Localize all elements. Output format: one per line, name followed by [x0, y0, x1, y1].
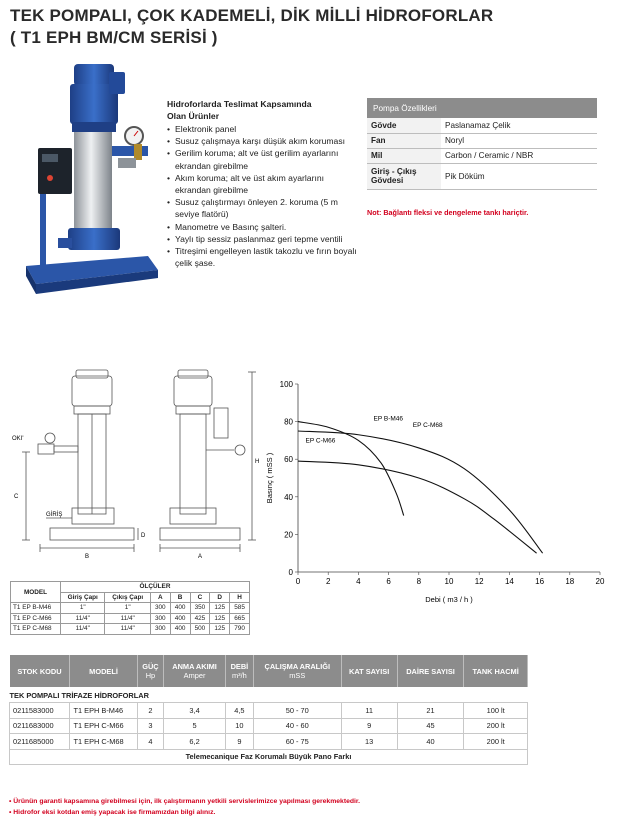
footnotes — [9, 796, 360, 818]
dimension-subheader: A — [150, 592, 170, 603]
table-cell: 400 — [170, 613, 190, 624]
table-cell: 3,4 — [164, 703, 226, 719]
chart-series-line — [298, 422, 404, 516]
chart-x-tick-label: 6 — [386, 577, 391, 586]
table-cell: T1 EP C-M68 — [11, 624, 61, 635]
table-row — [10, 734, 528, 750]
chart-x-tick-label: 0 — [295, 577, 301, 586]
chart-y-tick-label: 40 — [284, 492, 293, 502]
title-line-2: ( T1 EPH BM/CM SERİSİ ) — [10, 28, 218, 47]
dimensions-model-header: MODEL — [11, 582, 61, 603]
delivery-heading — [167, 98, 359, 122]
chart-y-tick-label: 80 — [284, 417, 293, 427]
product-table — [9, 655, 528, 765]
table-cell: 300 — [150, 624, 170, 635]
chart-axes — [280, 380, 605, 586]
dimension-subheader: B — [170, 592, 190, 603]
delivery-heading-line-1: Hidroforlarda Teslimat Kapsamında — [167, 99, 312, 109]
table-cell: 125 — [210, 624, 230, 635]
table-row — [367, 148, 597, 163]
footnote: • Ürünün garanti kapsamına girebilmesi için, ilk çalıştırmanın yetkili servislerimizce yapılması gerekmektedir. — [9, 798, 361, 805]
column-header-label: DAİRE SAYISI — [406, 666, 455, 676]
column-header-label: KAT SAYISI — [349, 666, 390, 676]
table-footer-row — [10, 749, 528, 765]
chart-y-tick-label: 60 — [284, 455, 293, 465]
table-cell: T1 EPH B-M46 — [70, 703, 137, 719]
property-value: Noryl — [441, 133, 597, 148]
drawing-label-a: A — [198, 554, 203, 560]
table-cell: 9 — [341, 718, 397, 734]
list-item: • Susuz çalıştırmayı önleyen 2. koruma (5 m seviye flatörü) — [167, 196, 359, 220]
drawing-label-h: H — [255, 459, 260, 465]
chart-series-label: EP B-M46 — [373, 415, 404, 423]
list-item: • Akım koruma; alt ve üst akım ayarlarını ekrandan girebilme — [167, 172, 359, 196]
column-header-unit: m³/h — [232, 671, 247, 680]
column-header-label: MODELİ — [89, 666, 118, 676]
property-key: Fan — [367, 133, 441, 148]
chart-x-tick-label: 20 — [595, 577, 605, 586]
column-header — [397, 655, 464, 687]
table-cell: 9 — [225, 734, 253, 750]
table-cell: T1 EP B-M46 — [11, 603, 61, 614]
table-cell: T1 EPH C-M66 — [70, 718, 137, 734]
dimension-subheader: D — [210, 592, 230, 603]
table-cell: 6,2 — [164, 734, 226, 750]
column-header-label: ÇALIŞMA ARALIĞI — [264, 662, 331, 671]
table-cell: 45 — [397, 718, 464, 734]
section-row — [10, 687, 528, 703]
pump-properties-header: Pompa Özellikleri — [367, 98, 597, 118]
table-cell: 200 lt — [464, 718, 528, 734]
title-line-1: TEK POMPALI, ÇOK KADEMELİ, DİK MİLLİ HİDROFORLAR — [10, 6, 494, 25]
list-item: • Yaylı tip sessiz paslanmaz geri tepme ventili — [167, 233, 359, 245]
table-cell: 21 — [397, 703, 464, 719]
column-header-unit: mSS — [289, 671, 306, 680]
table-row — [11, 624, 250, 635]
property-value: Paslanamaz Çelik — [441, 118, 597, 133]
table-cell: 2 — [137, 703, 164, 719]
chart-x-tick-label: 4 — [356, 577, 361, 586]
drawing-label-giris: GİRİŞ — [46, 512, 63, 518]
table-row — [10, 703, 528, 719]
table-cell: 3 — [137, 718, 164, 734]
list-item: • Susuz çalışmaya karşı düşük akım koruması — [167, 135, 359, 147]
table-cell: 200 lt — [464, 734, 528, 750]
table-row — [10, 718, 528, 734]
chart-x-tick-label: 14 — [504, 577, 514, 586]
table-cell: 11/4" — [105, 624, 150, 635]
property-key: Mil — [367, 148, 441, 163]
table-cell: 300 — [150, 603, 170, 614]
column-header-label: TANK HACMİ — [472, 666, 519, 676]
table-row — [367, 118, 597, 133]
column-header — [253, 655, 341, 687]
column-header-label: GÜÇ — [142, 662, 159, 671]
column-header — [341, 655, 397, 687]
dimensions-group-header: ÖLÇÜLER — [61, 582, 250, 593]
table-cell: 11/4" — [61, 624, 105, 635]
table-cell: T1 EP C-M66 — [11, 613, 61, 624]
chart-y-axis-label: Basınç ( mSS ) — [265, 452, 274, 504]
column-header — [464, 655, 528, 687]
chart-y-tick-label: 0 — [288, 568, 293, 577]
table-row — [367, 133, 597, 148]
table-cell: 0211685000 — [10, 734, 70, 750]
table-cell: 1" — [61, 603, 105, 614]
product-photo — [14, 58, 162, 298]
table-cell: 5 — [164, 718, 226, 734]
drawing-label-oki: OKI' — [12, 436, 24, 442]
table-cell: T1 EPH C-M68 — [70, 734, 137, 750]
dimensions-table — [10, 581, 250, 635]
chart-x-tick-label: 16 — [535, 577, 545, 586]
table-cell: 790 — [230, 624, 250, 635]
table-cell: 585 — [230, 603, 250, 614]
table-cell: 0211683000 — [10, 718, 70, 734]
page-title — [10, 5, 493, 49]
table-cell: 0211583000 — [10, 703, 70, 719]
list-item: • Gerilim koruma; alt ve üst gerilim ayarlarını ekrandan girebilme — [167, 147, 359, 171]
column-header — [10, 655, 70, 687]
table-cell: 4,5 — [225, 703, 253, 719]
dimension-subheader: H — [230, 592, 250, 603]
properties-note: Not: Bağlantı fleksi ve dengeleme tankı hariçtir. — [367, 208, 529, 217]
list-item: • Manometre ve Basınç şalteri. — [167, 221, 359, 233]
table-cell: 11/4" — [105, 613, 150, 624]
table-cell: 500 — [190, 624, 210, 635]
chart-series-label: EP C-M68 — [412, 422, 443, 430]
chart-x-tick-label: 2 — [325, 577, 331, 586]
delivery-heading-line-2: Olan Ürünler — [167, 111, 220, 121]
table-cell: 60 - 75 — [253, 734, 341, 750]
chart-series-line — [298, 461, 537, 553]
table-row — [11, 613, 250, 624]
list-item: • Titreşimi engelleyen lastik takozlu ve fırın boyalı çelik şase. — [167, 245, 359, 269]
technical-drawing — [10, 368, 262, 566]
table-cell: 665 — [230, 613, 250, 624]
table-cell: 13 — [341, 734, 397, 750]
table-row — [11, 603, 250, 614]
column-header — [225, 655, 253, 687]
table-cell: 1" — [105, 603, 150, 614]
performance-chart — [262, 372, 614, 620]
chart-x-tick-label: 12 — [474, 577, 484, 586]
chart-x-axis-label: Debi ( m3 / h ) — [425, 595, 473, 604]
table-cell: 4 — [137, 734, 164, 750]
column-header-label: STOK KODU — [17, 666, 62, 676]
delivery-list — [167, 123, 359, 269]
chart-y-tick-label: 20 — [284, 530, 293, 540]
column-header-label: DEBİ — [230, 662, 249, 671]
table-cell: 350 — [190, 603, 210, 614]
chart-x-tick-label: 10 — [444, 577, 454, 586]
column-header-unit: Hp — [145, 671, 156, 680]
table-cell: 400 — [170, 603, 190, 614]
chart-y-tick-label: 100 — [279, 380, 293, 389]
table-footer: Telemecanique Faz Korumalı Büyük Pano Farkı — [10, 749, 528, 765]
footnote: • Hidrofor eksi kotdan emiş yapacak ise firmamızdan bilgi alınız. — [9, 809, 216, 816]
table-cell: 125 — [210, 613, 230, 624]
column-header-label: ANMA AKIMI — [172, 662, 217, 671]
table-cell: 40 — [397, 734, 464, 750]
drawing-label-d: D — [141, 533, 146, 539]
table-cell: 400 — [170, 624, 190, 635]
dimension-subheader: Çıkış Çapı — [105, 592, 150, 603]
table-cell: 40 - 60 — [253, 718, 341, 734]
table-cell: 100 lt — [464, 703, 528, 719]
dimension-subheader: Giriş Çapı — [61, 592, 105, 603]
column-header — [164, 655, 226, 687]
property-value: Pik Döküm — [441, 163, 597, 189]
property-key: Gövde — [367, 118, 441, 133]
table-cell: 11/4" — [61, 613, 105, 624]
chart-x-tick-label: 8 — [416, 577, 422, 586]
chart-series-group — [298, 416, 543, 554]
column-header — [137, 655, 164, 687]
property-key: Giriş - Çıkış Gövdesi — [367, 163, 441, 189]
table-row — [367, 163, 597, 189]
chart-x-tick-label: 18 — [565, 577, 575, 586]
table-cell: 300 — [150, 613, 170, 624]
property-value: Carbon / Ceramic / NBR — [441, 148, 597, 163]
drawing-label-b: B — [85, 554, 90, 560]
list-item: • Elektronik panel — [167, 123, 359, 135]
chart-series-line — [298, 431, 543, 553]
section-title: TEK POMPALI TRİFAZE HİDROFORLAR — [9, 691, 149, 700]
chart-series-label: EP C-M66 — [305, 437, 336, 445]
column-header-unit: Amper — [183, 671, 206, 680]
table-cell: 10 — [225, 718, 253, 734]
pump-properties-table — [367, 98, 597, 190]
delivery-scope — [167, 98, 359, 269]
dimension-subheader: C — [190, 592, 210, 603]
table-cell: 125 — [210, 603, 230, 614]
table-cell: 50 - 70 — [253, 703, 341, 719]
column-header — [70, 655, 137, 687]
drawing-label-c: C — [14, 494, 19, 500]
table-cell: 11 — [341, 703, 397, 719]
table-cell: 425 — [190, 613, 210, 624]
